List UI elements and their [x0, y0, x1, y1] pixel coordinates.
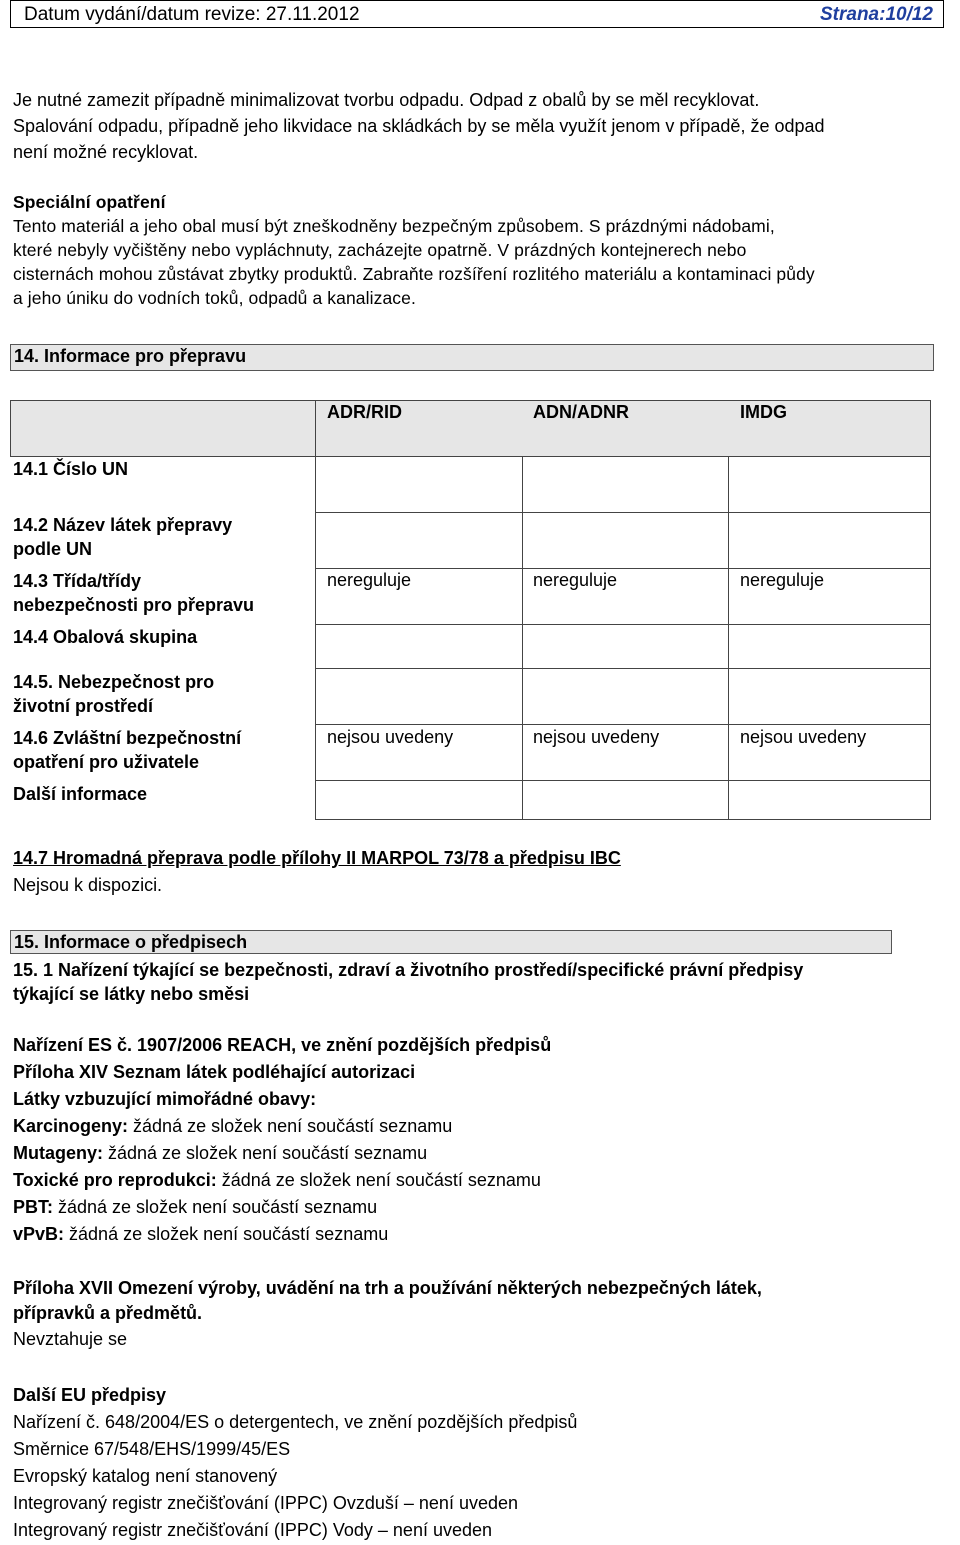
marpol-text: Nejsou k dispozici. — [13, 875, 163, 895]
page-header — [10, 0, 944, 28]
annex-17-block: Příloha XVII Omezení výroby, uvádění na trh a používání některých nebezpečných látek, přípravků a předmětů. Nevztahuje se — [13, 1276, 762, 1353]
col-imdg: IMDG — [740, 402, 787, 422]
waste-paragraph: Je nutné zamezit případně minimalizovat tvorbu odpadu. Odpad z obalů by se měl recyklovat. Spalování odpadu, případně jeho likvidace na skládkách by se měla využít jenom v případě, že odpad není možné recyklovat. — [13, 90, 825, 162]
marpol-title: 14.7 Hromadná přeprava podle přílohy II MARPOL 73/78 a předpisu IBC — [13, 848, 621, 868]
special-measures-title: Speciální opatření — [13, 192, 166, 212]
row-un-number: 14.1 Číslo UN — [13, 459, 129, 479]
annex-14: Příloha XIV Seznam látek podléhající autorizaci — [13, 1062, 416, 1082]
class-value-adn: nereguluje — [533, 570, 618, 590]
special-value-imdg: nejsou uvedeny — [740, 727, 867, 747]
col-adr-rid: ADR/RID — [327, 402, 402, 422]
section-15-header: 15. Informace o předpisech — [10, 930, 892, 954]
section-14-header: 14. Informace pro přepravu — [10, 344, 934, 371]
row-special-precautions: 14.6 Zvláštní bezpečnostní opatření pro uživatele — [13, 728, 242, 772]
section-15-1-title: 15. 1 Nařízení týkající se bezpečnosti, zdraví a životního prostředí/specifické právní předpisy týkající se látky nebo směsi — [13, 960, 804, 1004]
row-additional-info: Další informace — [13, 784, 148, 804]
row-packing-group: 14.4 Obalová skupina — [13, 627, 198, 647]
col-adn-adnr: ADN/ADNR — [533, 402, 629, 422]
row-environmental-hazard: 14.5. Nebezpečnost pro životní prostředí — [13, 672, 215, 716]
repro-row: Toxické pro reprodukci: žádná ze složek není součástí seznamu — [13, 1170, 541, 1190]
special-measures: Speciální opatření Tento materiál a jeho obal musí být zneškodněny bezpečným způsobem. S prázdnými nádobami, které nebyly vyčištěny nebo vypláchnuty, zacházejte opatrně. V prázdných kontejnerech nebo cisternách mohou zůstávat zbytky produktů. Zabraňte rozšíření rozlitého materiálu a kontaminaci půdy a jeho úniku do vodních toků, odpadů a kanalizace. — [13, 190, 958, 310]
special-value-adn: nejsou uvedeny — [533, 727, 660, 747]
class-value-imdg: nereguluje — [740, 570, 825, 590]
vpvb-row: vPvB: žádná ze složek není součástí seznamu — [13, 1224, 389, 1244]
row-hazard-class: 14.3 Třída/třídy nebezpečnosti pro přepravu — [13, 571, 255, 615]
svhc-title: Látky vzbuzující mimořádné obavy: — [13, 1089, 317, 1109]
reach-block — [13, 1032, 551, 1248]
class-value-adr: nereguluje — [327, 570, 412, 590]
mutagens-row: Mutageny: žádná ze složek není součástí seznamu — [13, 1143, 428, 1163]
page-number: Strana:10/12 — [819, 4, 933, 25]
special-value-adr: nejsou uvedeny — [327, 727, 454, 747]
reach-title: Nařízení ES č. 1907/2006 REACH, ve znění pozdějších předpisů — [13, 1035, 552, 1055]
carcinogens-row: Karcinogeny: žádná ze složek není součástí seznamu — [13, 1116, 453, 1136]
pbt-row: PBT: žádná ze složek není součástí seznamu — [13, 1197, 378, 1217]
revision-date: Datum vydání/datum revize: 27.11.2012 — [24, 4, 360, 25]
other-eu-title: Další EU předpisy — [13, 1385, 167, 1405]
annex-17-value: Nevztahuje se — [13, 1329, 128, 1349]
row-shipping-name: 14.2 Název látek přepravy podle UN — [13, 515, 233, 559]
other-eu-block: Další EU předpisy Nařízení č. 648/2004/ES o detergentech, ve znění pozdějších předpisů Směrnice 67/548/EHS/1999/45/ES Evropský katalog není stanovený Integrovaný registr znečišťování (IPPC) Ovzduší – není uveden Integrovaný registr znečišťování (IPPC) Vody – není uveden — [13, 1382, 577, 1544]
marpol-block — [13, 845, 621, 899]
